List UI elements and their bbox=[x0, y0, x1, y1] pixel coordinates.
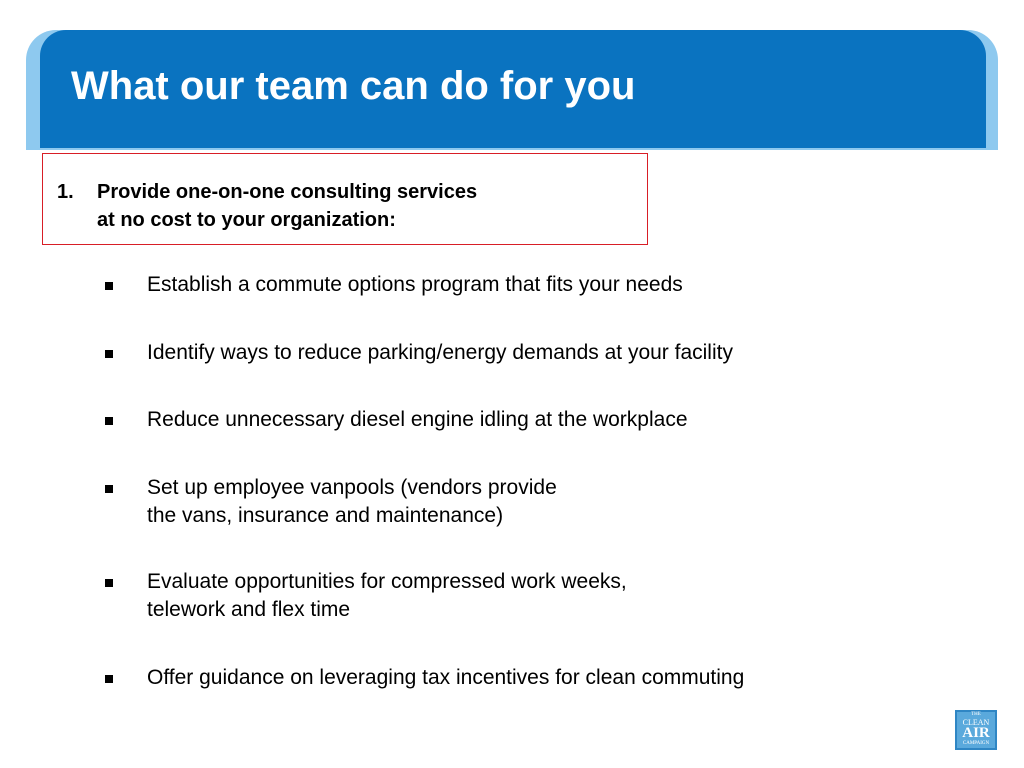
square-bullet-icon bbox=[105, 675, 113, 683]
bullet-text bbox=[147, 474, 987, 530]
square-bullet-icon bbox=[105, 350, 113, 358]
square-bullet-icon bbox=[105, 579, 113, 587]
bullet-line: Identify ways to reduce parking/energy demands at your facility bbox=[147, 341, 733, 364]
logo-clean-text: CLEAN bbox=[962, 718, 990, 727]
bullet-line: telework and flex time bbox=[147, 598, 351, 621]
bullet-line: Evaluate opportunities for compressed work weeks, bbox=[147, 570, 627, 593]
callout-number: 1. bbox=[57, 181, 74, 203]
bullet-line: Establish a commute options program that fits your needs bbox=[147, 273, 683, 296]
bullet-text bbox=[147, 406, 987, 434]
bullet-text bbox=[147, 271, 987, 299]
square-bullet-icon bbox=[105, 485, 113, 493]
logo-air-text: AIR bbox=[962, 725, 990, 741]
bullet-text bbox=[147, 568, 987, 624]
bullet-line: Set up employee vanpools (vendors provide bbox=[147, 476, 557, 499]
bullet-line: Offer guidance on leveraging tax incentives for clean commuting bbox=[147, 666, 745, 689]
square-bullet-icon bbox=[105, 417, 113, 425]
logo-campaign-text: CAMPAIGN bbox=[962, 741, 990, 746]
logo-the-text: THE bbox=[971, 712, 981, 717]
bullet-text bbox=[147, 339, 987, 367]
bullet-line: the vans, insurance and maintenance) bbox=[147, 504, 504, 527]
callout-line: Provide one-on-one consulting services bbox=[97, 181, 478, 203]
callout-line: at no cost to your organization: bbox=[97, 209, 396, 231]
bullet-line: Reduce unnecessary diesel engine idling at the workplace bbox=[147, 408, 688, 431]
slide-title: What our team can do for you bbox=[71, 64, 636, 108]
clean-air-campaign-logo bbox=[955, 710, 997, 750]
square-bullet-icon bbox=[105, 282, 113, 290]
bullet-text bbox=[147, 664, 987, 692]
